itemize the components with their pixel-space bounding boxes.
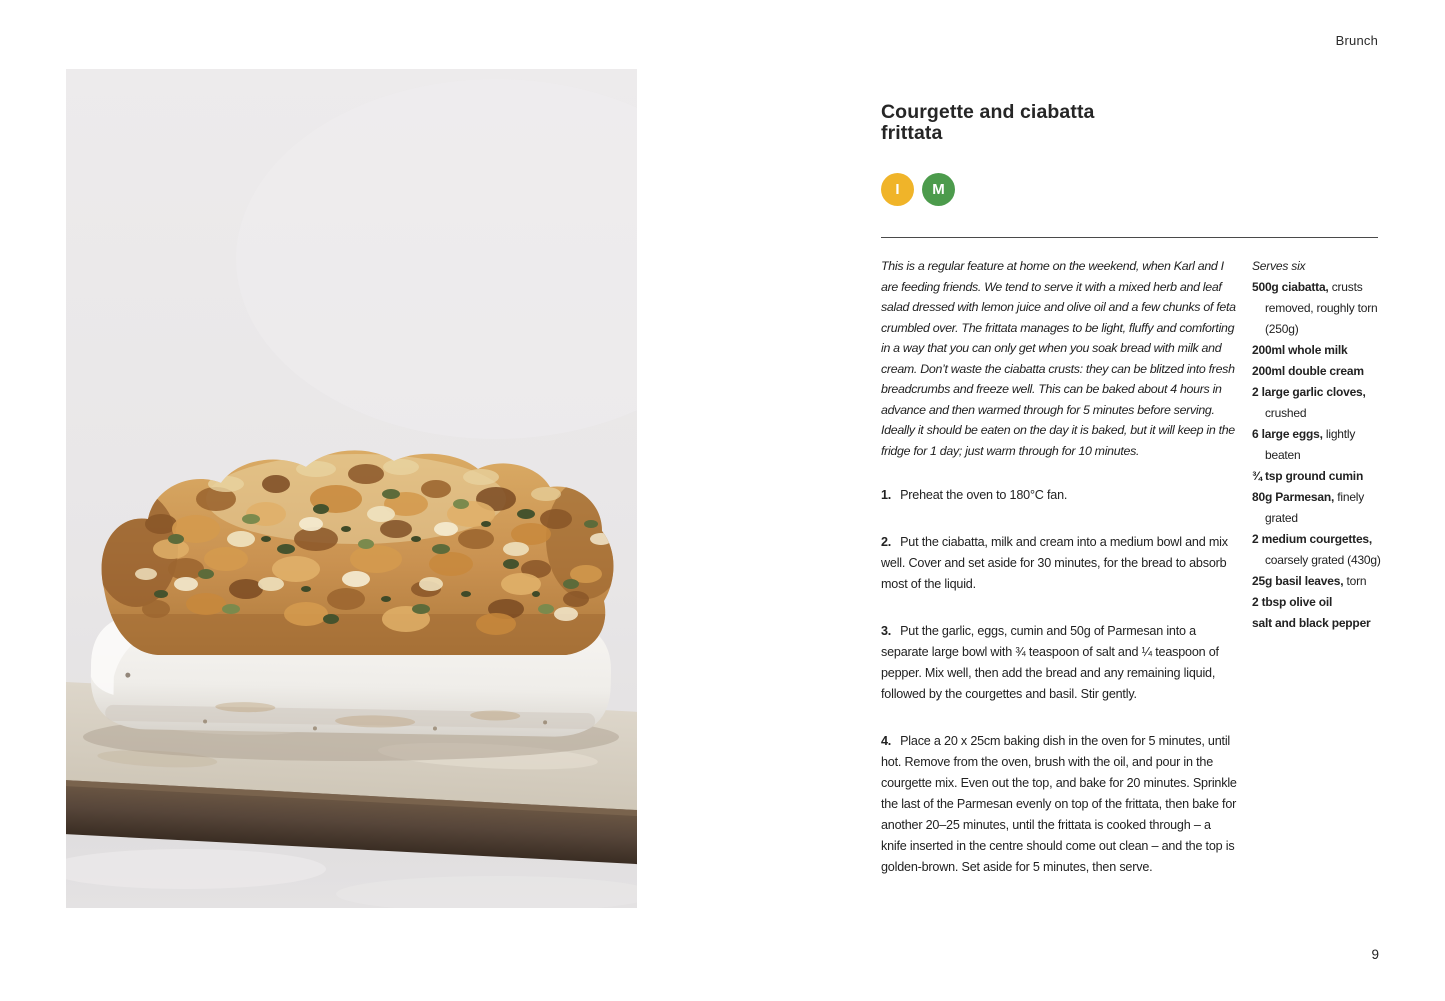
step-4-number: 4.: [881, 734, 892, 748]
ingredient-eggs: 6 large eggs, lightly beaten: [1252, 427, 1356, 462]
ingredient-courgettes: 2 medium courgettes, coarsely grated (430g): [1252, 532, 1381, 567]
ingredient-cream: 200ml double cream: [1252, 364, 1364, 378]
ingredient-list: [1252, 277, 1384, 634]
ingredient-cumin: ¾ tsp ground cumin: [1252, 469, 1364, 483]
step-2-number: 2.: [881, 535, 892, 549]
ingredient-salt-pepper: salt and black pepper: [1252, 616, 1371, 630]
step-3-number: 3.: [881, 624, 892, 638]
badge-i-icon: [881, 173, 914, 206]
step-3-text: Put the garlic, eggs, cumin and 50g of Parmesan into a separate large bowl with ¾ teaspoon of salt and ¼ teaspoon of pepper. Mix well, then add the bread and any remaining liquid, followed by the courgettes and basil. Stir gently.: [881, 624, 1219, 701]
frittata-photo-illustration: [66, 69, 637, 908]
badge-m-label: M: [932, 181, 945, 198]
recipe-title: [881, 102, 1094, 144]
step-1-number: 1.: [881, 488, 892, 502]
divider-rule: [881, 237, 1378, 238]
method-steps: [881, 485, 1239, 878]
step-1: [881, 485, 1239, 506]
ingredient-ciabatta: 500g ciabatta, crusts removed, roughly torn (250g): [1252, 280, 1378, 336]
step-2: [881, 532, 1239, 595]
step-4-text: Place a 20 x 25cm baking dish in the oven for 5 minutes, until hot. Remove from the oven, brush with the oil, and pour in the courgette mix. Even out the top, and bake for 20 minutes. Sprinkle the last of the Parmesan evenly on top of the frittata, then bake for another 20–25 minutes, until the frittata is cooked through – a knife inserted in the centre should come out clean – and the top is golden-brown. Set aside for 5 minutes, then serve.: [881, 734, 1237, 874]
serves-label: Serves six: [1252, 259, 1306, 273]
ingredients-column: [1252, 256, 1384, 634]
ingredient-basil: 25g basil leaves, torn: [1252, 574, 1367, 588]
ingredient-garlic: 2 large garlic cloves, crushed: [1252, 385, 1366, 420]
step-3: [881, 621, 1239, 705]
step-4: [881, 731, 1239, 878]
recipe-badges: [881, 173, 955, 206]
section-label: Brunch: [1335, 33, 1378, 48]
recipe-photo: [66, 69, 637, 908]
ingredient-milk: 200ml whole milk: [1252, 343, 1348, 357]
recipe-intro: This is a regular feature at home on the weekend, when Karl and I are feeding friends. We tend to serve it with a mixed herb and leaf salad dressed with lemon juice and olive oil and a few chunks of feta crumbled over. The frittata manages to be light, fluffy and comforting in a way that you can only get when you soak bread with milk and cream. Don’t waste the ciabatta crusts: they can be blitzed into fresh breadcrumbs and freeze well. This can be baked about 4 hours in advance and then warmed through for 5 minutes before serving. Ideally it should be eaten on the day it is baked, but it will keep in the fridge for 1 day; just warm through for 10 minutes.: [881, 259, 1236, 458]
recipe-title-line1: Courgette and ciabatta: [881, 101, 1095, 123]
badge-m-icon: [922, 173, 955, 206]
step-1-text: Preheat the oven to 180°C fan.: [900, 488, 1068, 502]
recipe-title-line2: frittata: [881, 122, 943, 144]
ingredient-olive-oil: 2 tbsp olive oil: [1252, 595, 1333, 609]
page-number: 9: [1371, 947, 1379, 962]
badge-i-label: I: [895, 181, 900, 198]
ingredient-parmesan: 80g Parmesan, finely grated: [1252, 490, 1365, 525]
step-2-text: Put the ciabatta, milk and cream into a medium bowl and mix well. Cover and set aside for 30 minutes, for the bread to absorb most of the liquid.: [881, 535, 1228, 591]
